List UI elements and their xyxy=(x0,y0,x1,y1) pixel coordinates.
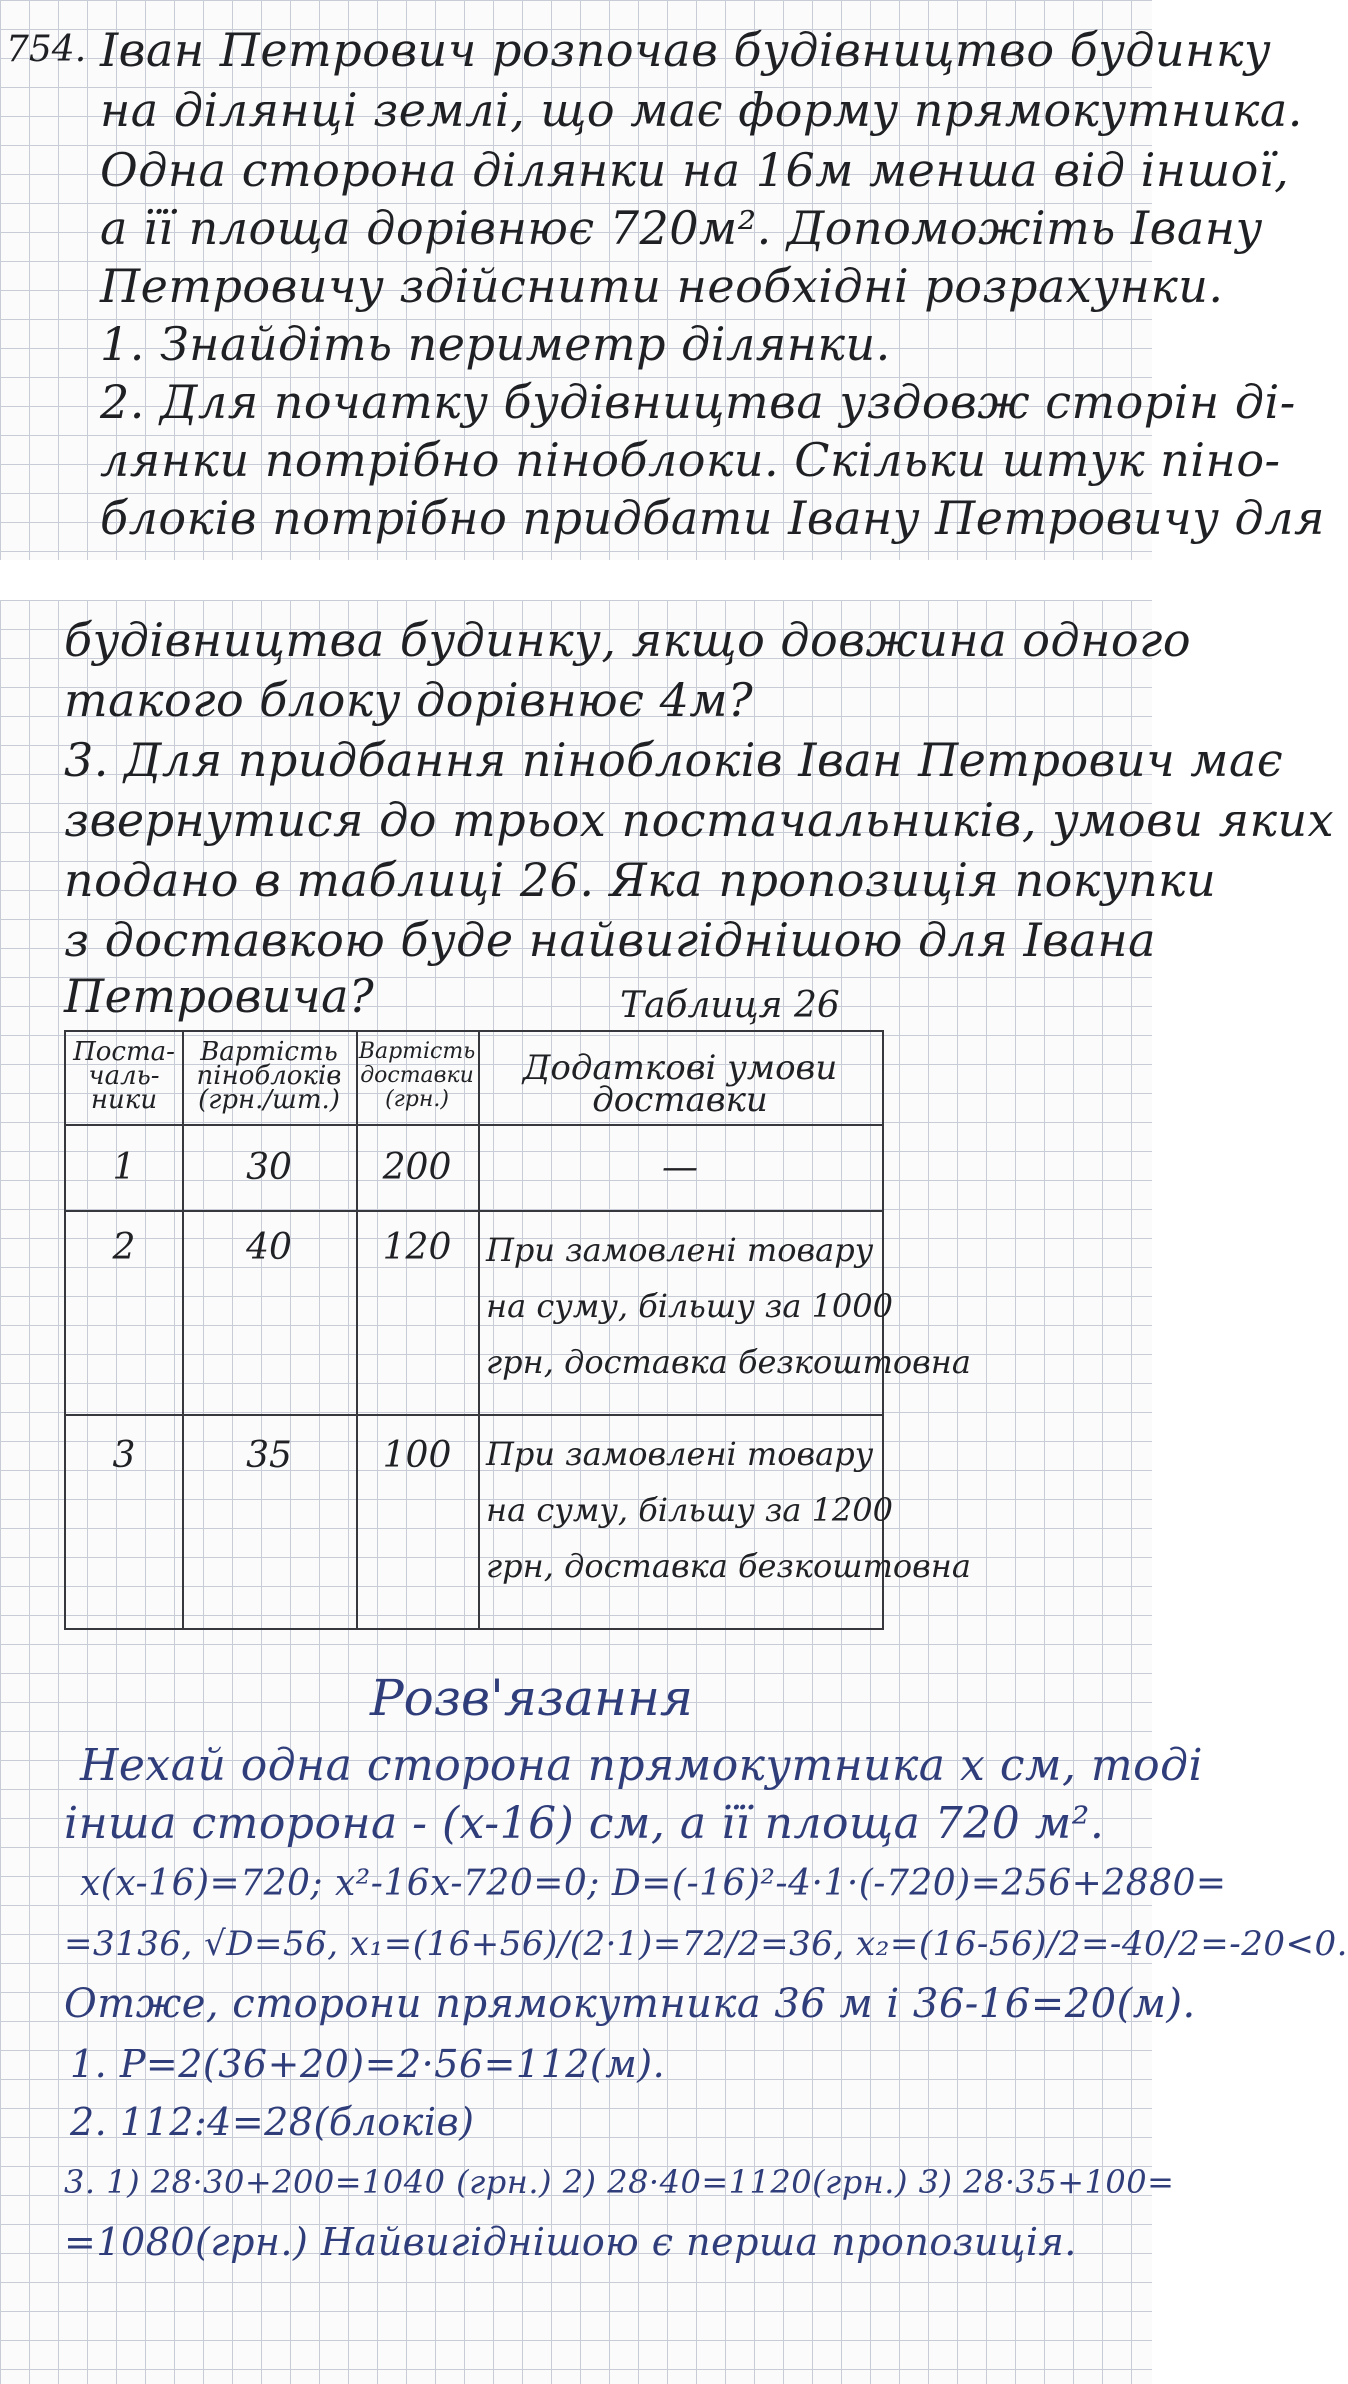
table-rule xyxy=(356,1032,358,1628)
problem-line: будівництва будинку, якщо довжина одного xyxy=(64,613,1192,667)
table-cell-supplier: 1 xyxy=(112,1147,136,1188)
problem-number: 754. xyxy=(6,29,87,70)
table-header-conditions: Додаткові умови доставки xyxy=(522,1048,838,1120)
table-header-supplier: Поста- чаль- ники xyxy=(73,1037,175,1115)
solution-line: 1. P=2(36+20)=2·56=112(м). xyxy=(70,2042,666,2086)
solution-line: Нехай одна сторона прямокутника x см, тоді xyxy=(80,1740,1204,1791)
table-cell-supplier: 3 xyxy=(112,1435,136,1476)
problem-line: подано в таблиці 26. Яка пропозиція покупки xyxy=(64,853,1217,907)
table-header-delivery: Вартість доставки (грн.) xyxy=(358,1039,476,1112)
problem-line: з доставкою буде найвигіднішою для Івана xyxy=(64,913,1157,967)
table-cell-delivery: 100 xyxy=(382,1435,452,1476)
table-rule xyxy=(182,1032,184,1628)
table-rule xyxy=(478,1032,480,1628)
problem-line: 2. Для початку будівництва уздовж сторін ді- xyxy=(100,375,1296,429)
table-cell-delivery: 120 xyxy=(382,1227,452,1268)
problem-line: 1. Знайдіть периметр ділянки. xyxy=(100,317,891,371)
solution-line: 2. 112:4=28(блоків) xyxy=(70,2100,475,2144)
problem-line: Одна сторона ділянки на 16м менша від іншої, xyxy=(100,143,1290,197)
table-rule xyxy=(66,1210,882,1212)
table-cell-conditions: При замовлені товару на суму, більшу за 1000 грн, доставка безкоштовна xyxy=(486,1231,971,1381)
solution-line: =3136, √D=56, x₁=(16+56)/(2·1)=72/2=36, x₂=(16-56)/2=-40/2=-20<0. xyxy=(64,1924,1348,1964)
solution-title: Розв'язання xyxy=(370,1669,694,1727)
problem-line: такого блоку дорівнює 4м? xyxy=(64,673,754,727)
problem-line: Петровичу здійснити необхідні розрахунки. xyxy=(100,259,1224,313)
problem-line: блоків потрібно придбати Івану Петровичу для xyxy=(100,491,1325,545)
solution-line: 3. 1) 28·30+200=1040 (грн.) 2) 28·40=1120(грн.) 3) 28·35+100= xyxy=(64,2163,1175,2201)
table-cell-conditions: — xyxy=(662,1147,698,1188)
solution-line: Отже, сторони прямокутника 36 м і 36-16=20(м). xyxy=(64,1981,1196,2027)
solution-line: =1080(грн.) Найвигіднішою є перша пропозиція. xyxy=(64,2220,1077,2264)
table-rule xyxy=(66,1414,882,1416)
problem-line: звернутися до трьох постачальників, умови яких xyxy=(64,793,1335,847)
table-header-price: Вартість піноблоків (грн./шт.) xyxy=(196,1037,342,1115)
solution-line: інша сторона - (x-16) см, а її площа 720 м². xyxy=(64,1798,1105,1849)
problem-line: лянки потрібно піноблоки. Скільки штук піно- xyxy=(100,433,1281,487)
problem-line: а її площа дорівнює 720м². Допоможіть Івану xyxy=(100,201,1263,255)
table-caption: Таблиця 26 xyxy=(620,985,840,1026)
table-rule xyxy=(66,1124,882,1126)
table-cell-price: 40 xyxy=(246,1227,292,1268)
problem-line: на ділянці землі, що має форму прямокутника. xyxy=(100,83,1303,137)
table-cell-conditions: При замовлені товару на суму, більшу за 1200 грн, доставка безкоштовна xyxy=(486,1435,971,1585)
table-cell-price: 30 xyxy=(246,1147,292,1188)
problem-line: Іван Петрович розпочав будівництво будинку xyxy=(100,23,1272,77)
solution-line: x(x-16)=720; x²-16x-720=0; D=(-16)²-4·1·(-720)=256+2880= xyxy=(80,1863,1227,1904)
suppliers-table xyxy=(64,1030,971,1630)
table-cell-price: 35 xyxy=(246,1435,292,1476)
problem-line: 3. Для придбання піноблоків Іван Петрович має xyxy=(64,733,1284,787)
problem-line: Петровича? xyxy=(64,969,375,1023)
table-cell-supplier: 2 xyxy=(112,1227,136,1268)
table-cell-delivery: 200 xyxy=(382,1147,452,1188)
